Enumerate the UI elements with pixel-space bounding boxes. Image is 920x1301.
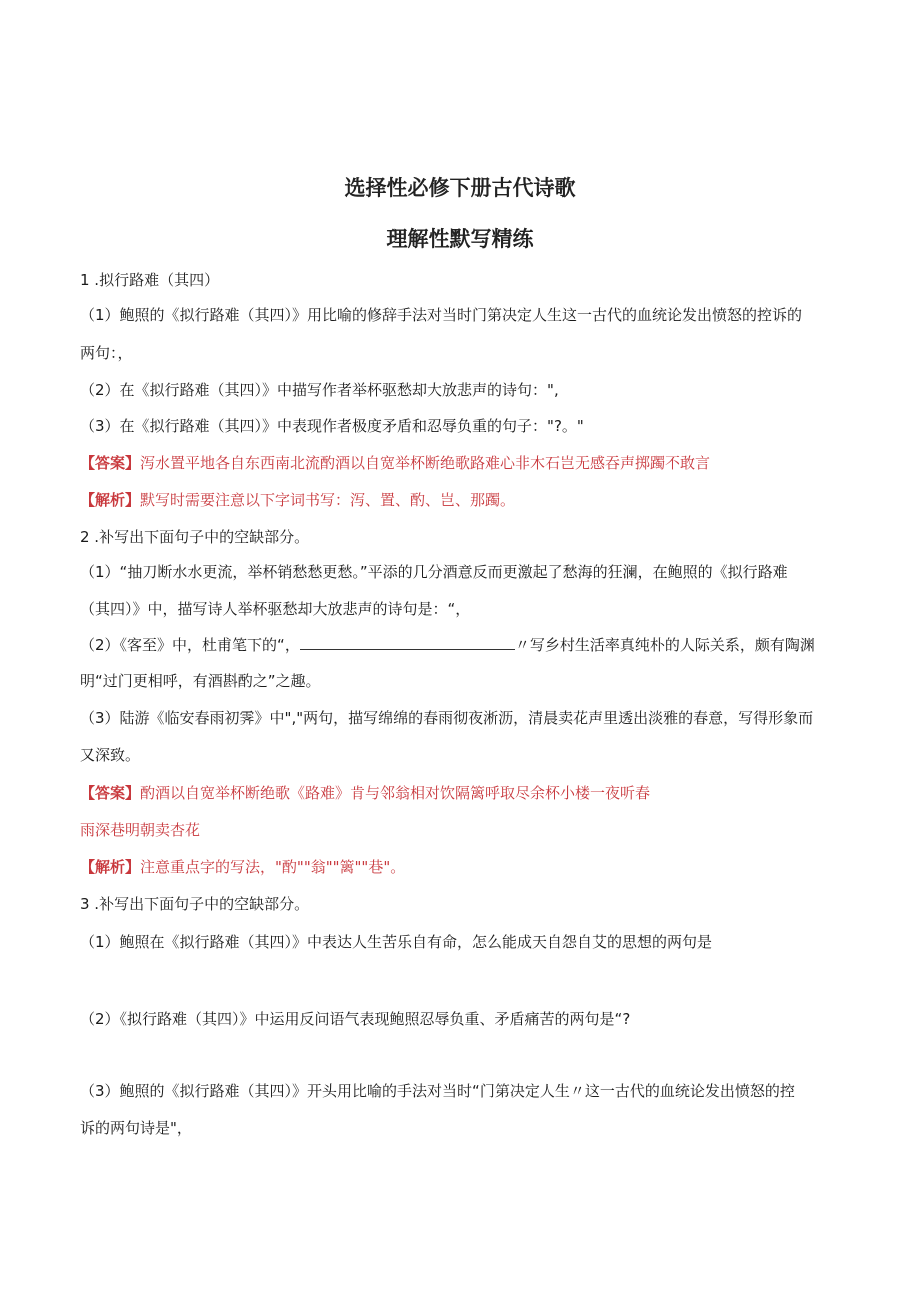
- q1-part1-line2: 两句：，: [80, 344, 133, 362]
- analysis-text: 注意重点字的写法，"酌""翁""篱""巷"。: [140, 858, 406, 876]
- q2-part3-line2: 又深致。: [80, 746, 141, 764]
- q3-part1: （1）鲍照在《拟行路难（其四）》中表达人生苦乐自有命，怎么能成天自怨自艾的思想的两句是: [80, 933, 713, 951]
- q1-heading: 1 .拟行路难（其四）: [80, 271, 220, 289]
- q1-part3: （3）在《拟行路难（其四）》中表现作者极度矛盾和忍辱负重的句子："?。": [80, 417, 584, 435]
- q2-part2-line1: [80, 635, 850, 655]
- q2-part1-line1: （1）“抽刀断水水更流，举杯销愁愁更愁。”平添的几分酒意反而更激起了愁海的狂澜，在鲍照的《拟行路难: [80, 563, 788, 581]
- answer-tag: 【答案】: [80, 784, 141, 802]
- document-subtitle: 理解性默写精练: [386, 226, 534, 251]
- q2-part1-line2: （其四）》中，描写诗人举杯驱愁却大放悲声的诗句是：“，: [80, 600, 471, 618]
- q3-part3-line2: 诉的两句诗是"，: [80, 1119, 192, 1137]
- answer-text: 酌酒以自宽举杯断绝歌《路难》肯与邻翁相对饮隔篱呼取尽余杯小楼一夜听春: [140, 784, 651, 802]
- q2-part2-before: （2）《客至》中，杜甫笔下的“，: [80, 636, 300, 654]
- q3-heading: 3 .补写出下面句子中的空缺部分。: [80, 895, 310, 913]
- q2-part3-line1: （3）陆游《临安春雨初霁》中","两句，描写绵绵的春雨彻夜淅沥，清晨卖花声里透出淡雅的春意，写得形象而: [80, 709, 814, 727]
- q2-answer-line2: 雨深巷明朝卖杏花: [80, 821, 201, 839]
- q3-part2: （2）《拟行路难（其四）》中运用反问语气表现鲍照忍辱负重、矛盾痛苦的两句是“?: [80, 1010, 631, 1028]
- q1-part1-line1: （1）鲍照的《拟行路难（其四）》用比喻的修辞手法对当时门第决定人生这一古代的血统论发出愤怒的控诉的: [80, 306, 803, 324]
- q1-analysis: [80, 490, 850, 510]
- q2-answer-line1: [80, 783, 850, 803]
- analysis-text: 默写时需要注意以下字词书写：泻、置、酌、岂、那躅。: [140, 491, 516, 509]
- analysis-tag: 【解析】: [80, 858, 141, 876]
- q2-analysis: [80, 857, 850, 877]
- fill-blank[interactable]: [300, 635, 515, 650]
- q2-part2-after: 〃写乡村生活率真纯朴的人际关系，颇有陶渊: [514, 636, 815, 654]
- analysis-tag: 【解析】: [80, 491, 141, 509]
- q2-part2-line2: 明“过门更相呼，有酒斟酌之”之趣。: [80, 672, 321, 690]
- q1-answer: [80, 453, 850, 473]
- q2-heading: 2 .补写出下面句子中的空缺部分。: [80, 528, 310, 546]
- answer-text: 泻水置平地各自东西南北流酌酒以自宽举杯断绝歌路难心非木石岂无感吞声掷躅不敢言: [140, 454, 711, 472]
- document-title: 选择性必修下册古代诗歌: [344, 175, 576, 200]
- q1-part2: （2）在《拟行路难（其四）》中描写作者举杯驱愁却大放悲声的诗句：",: [80, 381, 559, 399]
- answer-tag: 【答案】: [80, 454, 141, 472]
- q3-part3-line1: （3）鲍照的《拟行路难（其四）》开头用比喻的手法对当时“门第决定人生〃这一古代的血统论发出愤怒的控: [80, 1082, 795, 1100]
